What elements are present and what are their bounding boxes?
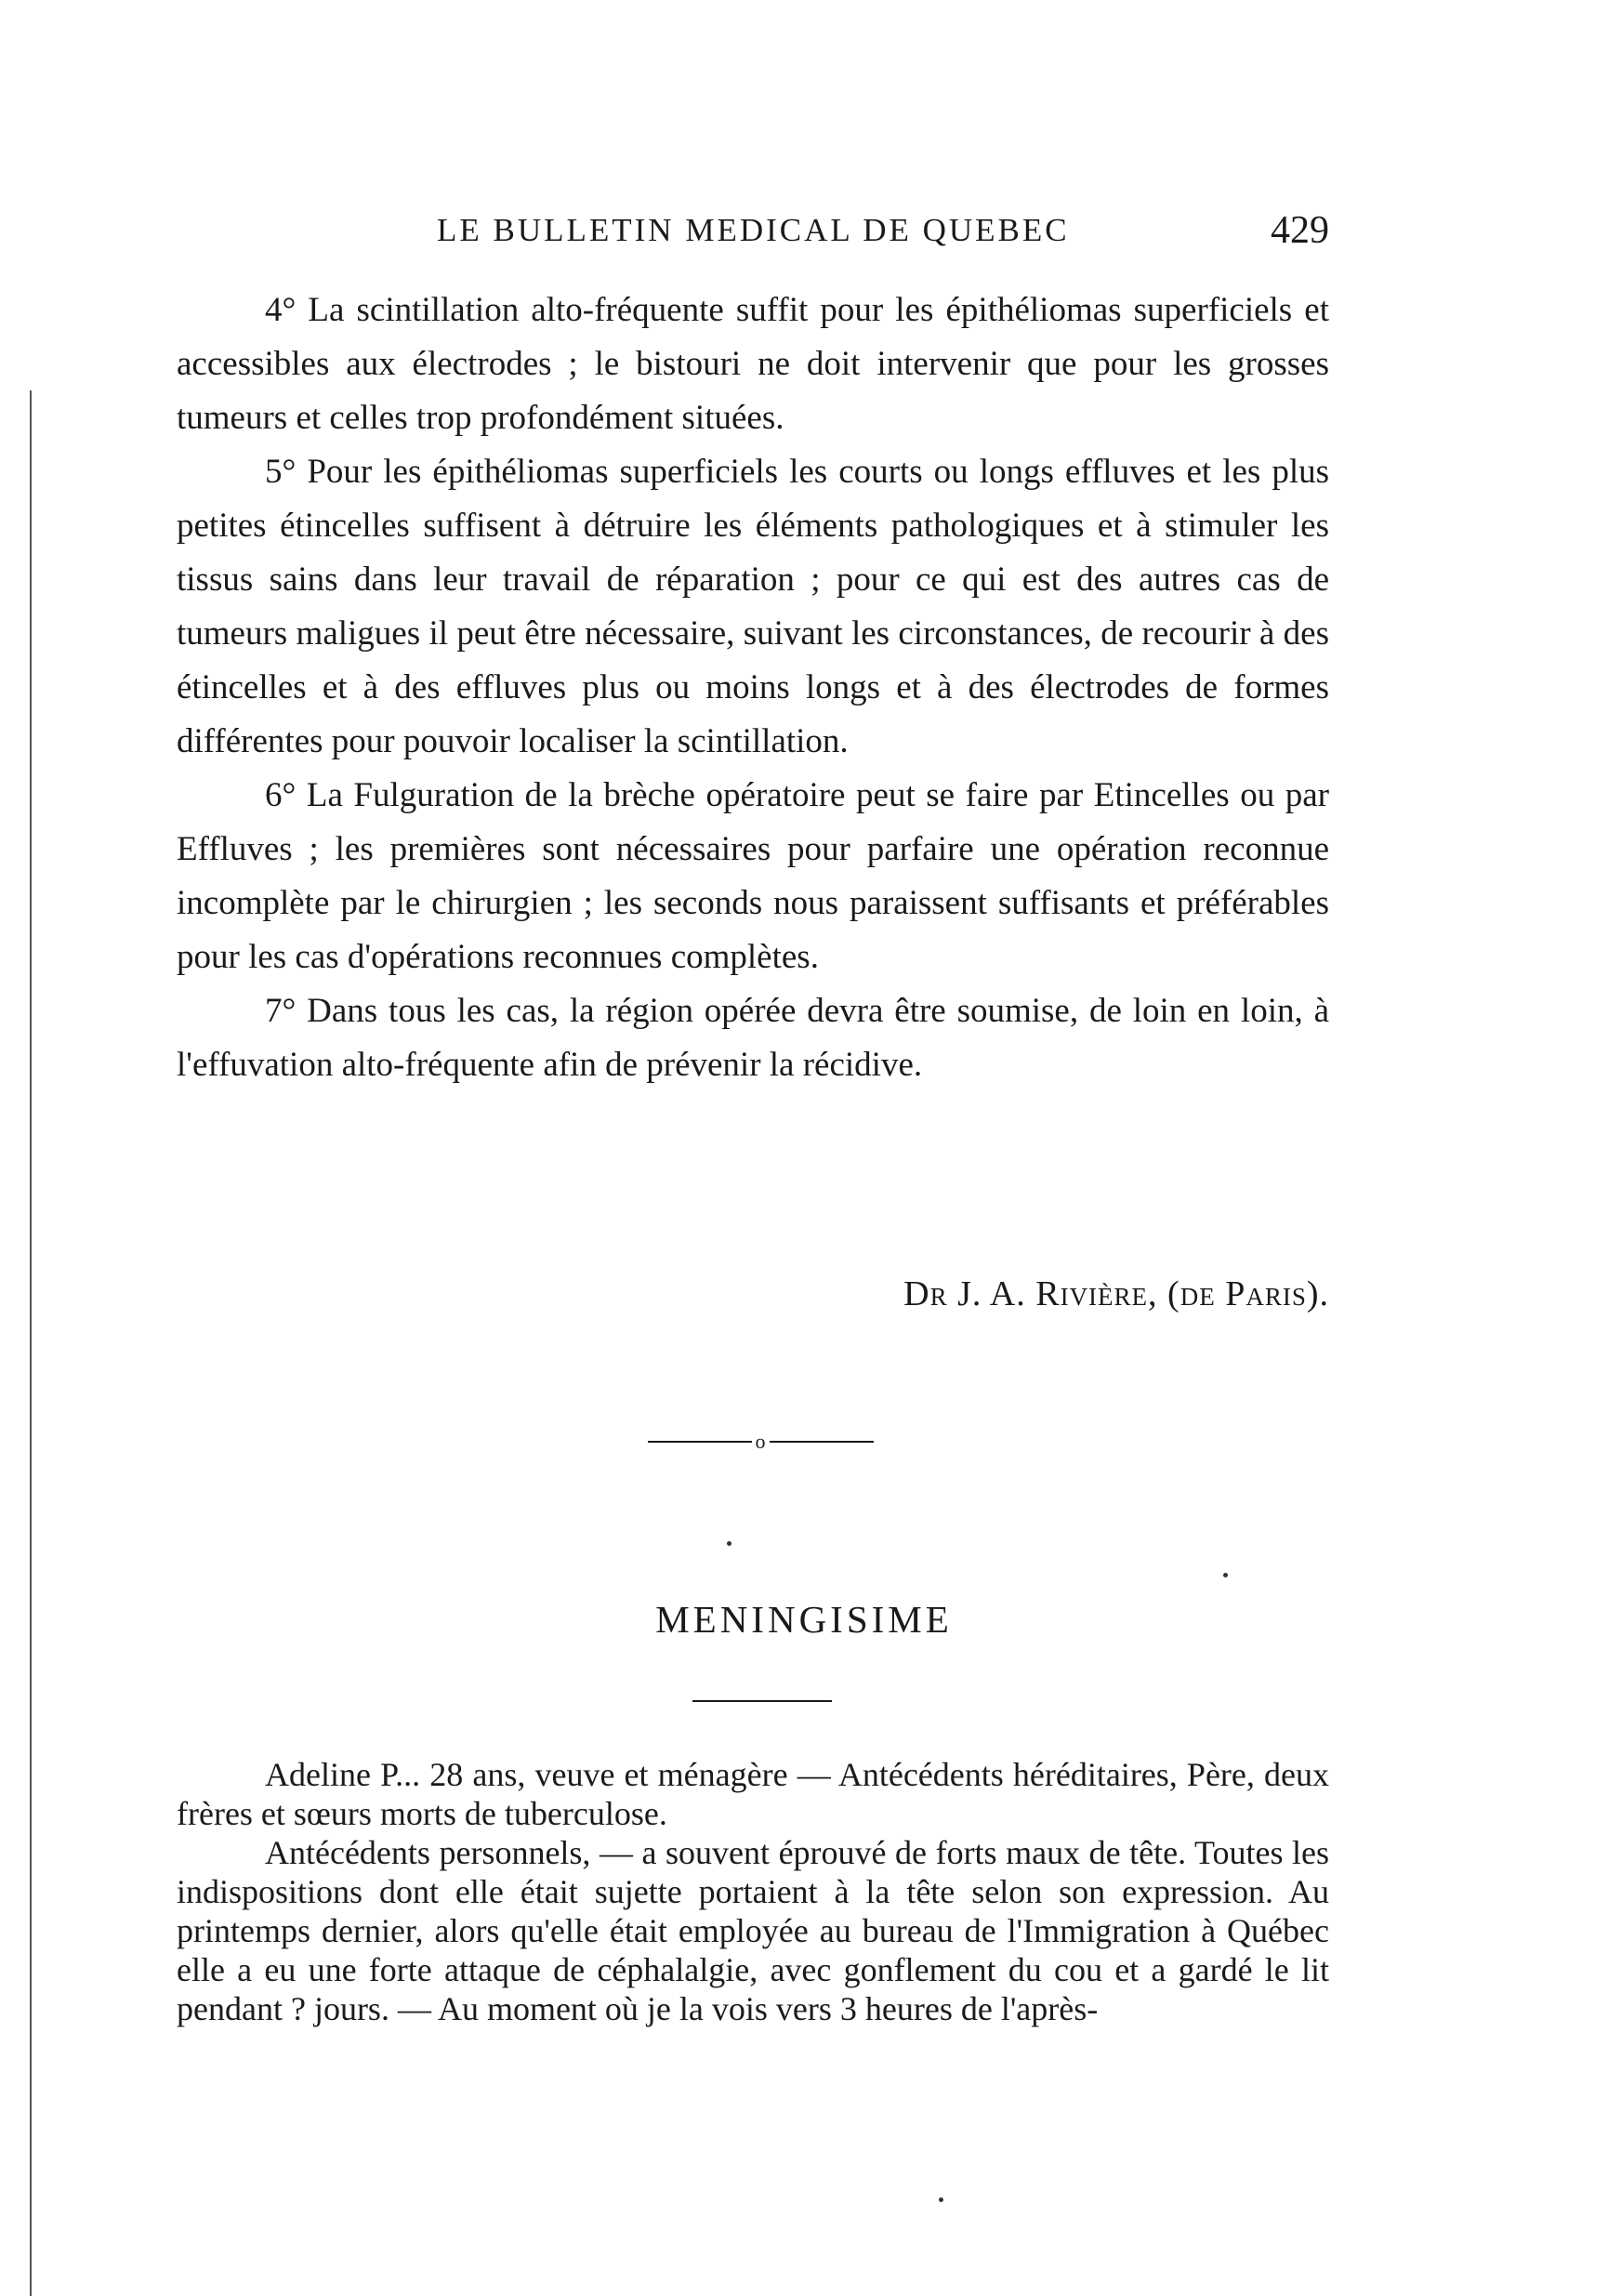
case-paragraph-2: Antécédents personnels, — a souvent éprouvé de forts maux de tête. Toutes les indispositions dont elle était sujette portaient à la tête selon son expression. Au printemps dernier, alors qu'elle était employée au bureau de l'Immigration à Québec elle a eu une forte attaque de céphalalgie, avec gonflement du cou et a gardé le lit pendant ? jours. — Au moment où je la vois vers 3 heures de l'après- bbox=[177, 1834, 1329, 2027]
conclusions-block bbox=[177, 284, 1329, 1092]
conclusion-6: 6° La Fulguration de la brèche opératoire peut se faire par Etincelles ou par Effluves ; les premières sont nécessaires pour parfaire une opération reconnue incomplète par le chirurgien ; les seconds nous paraissent suffisants et préférables pour les cas d'opérations reconnues complètes. bbox=[177, 776, 1329, 976]
section-separator bbox=[626, 1432, 895, 1451]
section-title: MENINGISIME bbox=[655, 1598, 953, 1641]
page-edge-line bbox=[30, 390, 32, 2296]
print-speck bbox=[727, 1541, 732, 1546]
print-speck bbox=[1223, 1573, 1228, 1577]
conclusion-5: 5° Pour les épithéliomas superficiels les courts ou longs effluves et les plus petites étincelles suffisent à détruire les éléments pathologiques et à stimuler les tissus sains dans leur travail de réparation ; pour ce qui est des autres cas de tumeurs maligues il peut être nécessaire, suivant les circonstances, de recourir à des étincelles et à des effluves plus ou moins longs et à des électrodes de formes différentes pour pouvoir localiser la scintillation. bbox=[177, 453, 1329, 760]
running-title: LE BULLETIN MEDICAL DE QUEBEC bbox=[437, 212, 1070, 248]
page-number: 429 bbox=[1271, 209, 1329, 252]
separator-line-left bbox=[648, 1441, 752, 1443]
title-rule bbox=[692, 1700, 832, 1702]
print-speck bbox=[939, 2197, 943, 2202]
case-report bbox=[177, 1755, 1329, 2028]
conclusion-7: 7° Dans tous les cas, la région opérée devra être soumise, de loin en loin, à l'effuvation alto-fréquente afin de prévenir la récidive. bbox=[177, 992, 1329, 1084]
case-paragraph-1: Adeline P... 28 ans, veuve et ménagère — Antécédents héréditaires, Père, deux frères et sœurs morts de tuberculose. bbox=[177, 1756, 1329, 1832]
author-signature: Dr J. A. Rivière, (de Paris). bbox=[903, 1274, 1329, 1313]
conclusion-4: 4° La scintillation alto-fréquente suffit pour les épithéliomas superficiels et accessibles aux électrodes ; le bistouri ne doit intervenir que pour les grosses tumeurs et celles trop profondément situées. bbox=[177, 291, 1329, 437]
separator-line-right bbox=[770, 1441, 874, 1443]
separator-mark: o bbox=[755, 1430, 766, 1453]
running-head bbox=[177, 209, 1329, 258]
